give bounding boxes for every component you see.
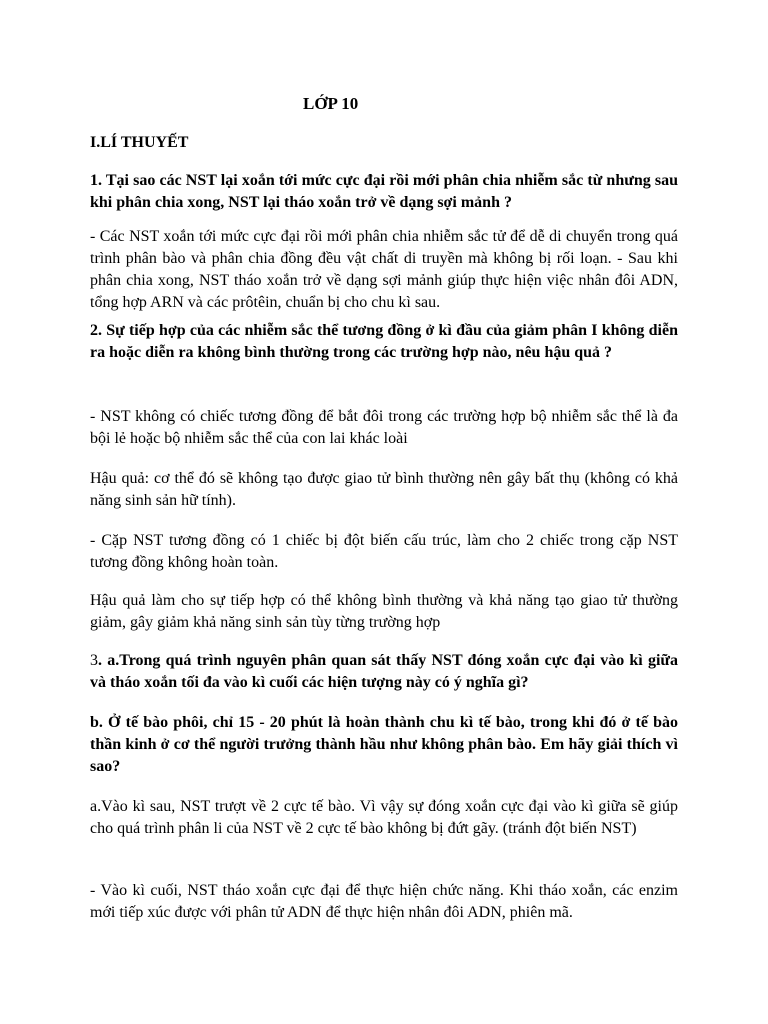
answer-2-consequence-1: Hậu quả: cơ thể đó sẽ không tạo được giao tử bình thường nên gây bất thụ (không có khả năng sinh sản hữ tính).	[90, 470, 678, 509]
question-3b: b. Ở tế bào phôi, chỉ 15 - 20 phút là hoàn thành chu kì tế bào, trong khi đó ở tế bào thần kinh ở cơ thể người trưởng thành hầu như không phân bào. Em hãy giải thích vì sao?	[90, 714, 678, 775]
answer-2-part-2: - Cặp NST tương đồng có 1 chiếc bị đột biến cấu trúc, làm cho 2 chiếc trong cặp NST tương đồng không hoàn toàn.	[90, 532, 678, 571]
answer-2-consequence-2: Hậu quả làm cho sự tiếp hợp có thể không bình thường và khả năng tạo giao tử thường giảm, gây giảm khả năng sinh sản tùy từng trường hợp	[90, 592, 678, 631]
answer-3a: a.Vào kì sau, NST trượt về 2 cực tế bào. Vì vậy sự đóng xoắn cực đại vào kì giữa sẽ giúp cho quá trình phân li của NST về 2 cực tế bào không bị đứt gãy. (tránh đột biến NST)	[90, 798, 678, 837]
answer-2-part-1: - NST không có chiếc tương đồng để bắt đôi trong các trường hợp bộ nhiễm sắc thể là đa bội lẻ hoặc bộ nhiễm sắc thể của con lai khác loài	[90, 408, 678, 447]
page-title: LỚP 10	[303, 94, 359, 113]
question-1: 1. Tại sao các NST lại xoắn tới mức cực đại rồi mới phân chia nhiễm sắc từ nhưng sau khi phân chia xong, NST lại tháo xoắn trở về dạng sợi mảnh ?	[90, 172, 678, 211]
answer-3b: - Vào kì cuối, NST tháo xoắn cực đại để thực hiện chức năng. Khi tháo xoắn, các enzim mới tiếp xúc được với phân tử ADN để thực hiện nhân đôi ADN, phiên mã.	[90, 882, 678, 921]
question-2: 2. Sự tiếp hợp của các nhiễm sắc thể tương đồng ở kì đầu của giảm phân I không diễn ra hoặc diễn ra không bình thường trong các trường hợp nào, nêu hậu quả ?	[90, 322, 678, 361]
section-heading: I.LÍ THUYẾT	[90, 134, 189, 151]
answer-1: - Các NST xoắn tới mức cực đại rồi mới phân chia nhiễm sắc tử để dễ di chuyển trong quá trình phân bào và phân chia đồng đều vật chất di truyền mà không bị rối loạn. - Sau khi phân chia xong, NST tháo xoắn trở về dạng sợi mảnh giúp thực hiện việc nhân đôi ADN, tổng hợp ARN và các prôtêin, chuẩn bị cho chu kì sau.	[90, 228, 678, 311]
question-3-number: 3	[90, 652, 98, 669]
question-3a	[90, 650, 678, 694]
question-3a-text: . a.Trong quá trình nguyên phân quan sát thấy NST đóng xoắn cực đại vào kì giữa và tháo xoắn tối đa vào kì cuối các hiện tượng này có ý nghĩa gì?	[90, 652, 678, 691]
